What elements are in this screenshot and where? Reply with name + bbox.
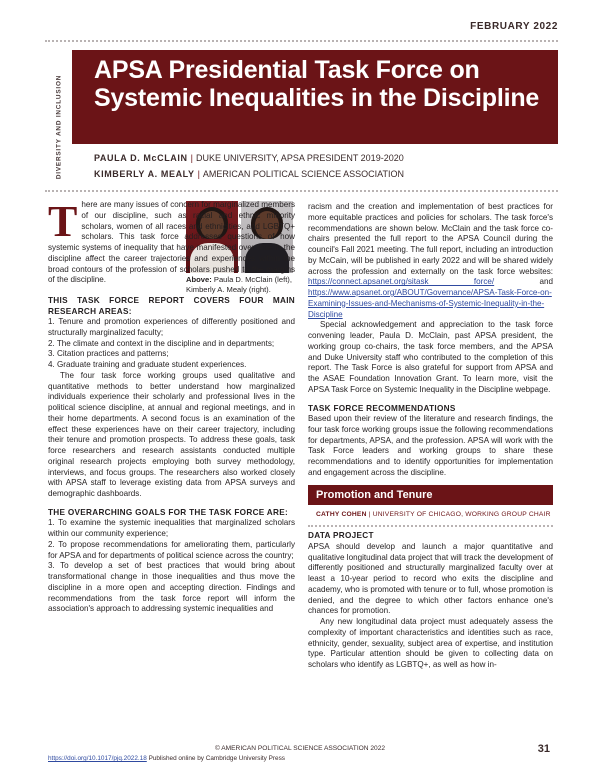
title-banner xyxy=(72,50,558,144)
recommendations-heading: TASK FORCE RECOMMENDATIONS xyxy=(308,403,456,413)
recommendations-paragraph: Based upon their review of the literature and research findings, the four task force working groups issue the following recommendations for departments, APSA, and the profession. APSA will work with the Task Force leaders and working groups to share these recommendations and to identify opportunities for implementation and engagement across the discipline. xyxy=(308,414,553,477)
doi-line xyxy=(48,755,285,762)
list-item: 1. To examine the systemic inequalities that marginalized scholars within our community experience; xyxy=(48,518,295,538)
methods-paragraph: The four task force working groups used qualitative and quantitative methods to better understand how marginalized individuals experience their scholarly and professional lives in the political science discipline, at annual and regional meetings, and in their home departments. A second focus is an examination of the effect these experiences have on their career trajectory, including their tenure and promotion prospects. To address these goals, task force researchers and research assistants conducted multiple original research projects employing both survey methodology, interviews, and focus groups. The researchers also worked closely with APSA staff to leverage existing data from APSA surveys and demographic dashboards. xyxy=(48,370,295,498)
section-byline: CATHY COHEN | UNIVERSITY OF CHICAGO, WORKING GROUP CHAIR xyxy=(316,511,551,519)
issue-date: FEBRUARY 2022 xyxy=(470,21,558,32)
apsa-governance-link[interactable]: https://www.apsanet.org/ABOUT/Governance/APSA-Task-Force-on-Examining-Issues-and-Mechanisms-of-Systemic-Inequality-in-the-Discipline xyxy=(308,288,552,319)
author-block xyxy=(94,150,564,182)
header-divider xyxy=(45,190,558,192)
list-item: 1. Tenure and promotion experiences of differently positioned and structurally marginalized faculty; xyxy=(48,317,295,337)
goals-heading: THE OVERARCHING GOALS FOR THE TASK FORCE ARE: xyxy=(48,507,289,517)
drop-cap: T xyxy=(48,197,78,246)
research-areas-heading: THIS TASK FORCE REPORT COVERS FOUR MAIN RESEARCH AREAS: xyxy=(48,296,295,316)
author-affiliation: DUKE UNIVERSITY, APSA PRESIDENT 2019-2020 xyxy=(195,153,404,163)
section-title: Promotion and Tenure xyxy=(316,488,433,501)
author-line: KIMBERLY A. MEALY | AMERICAN POLITICAL SCIENCE ASSOCIATION xyxy=(94,169,404,179)
section-label xyxy=(52,66,66,188)
author-line: PAULA D. McCLAIN | DUKE UNIVERSITY, APSA PRESIDENT 2019-2020 xyxy=(94,153,404,163)
caption-label: Above: xyxy=(186,275,212,284)
section-author: CATHY COHEN xyxy=(316,511,367,519)
top-divider xyxy=(45,40,558,42)
and-text: and xyxy=(539,277,553,287)
list-item: 3. To develop a set of best practices that would bring about transformational change in those inequalities and thus move the discipline in a more open and accepting direction. Findings and recommendations from the task force report will inform the association's approach to addressing systemic inequalities and xyxy=(48,561,295,614)
copyright: © AMERICAN POLITICAL SCIENCE ASSOCIATION 2022 xyxy=(214,745,386,752)
right-column xyxy=(308,194,553,671)
published-online: Published online by Cambridge University Press xyxy=(148,755,285,762)
list-item: 4. Graduate training and graduate student experiences. xyxy=(48,360,247,369)
author-affiliation: AMERICAN POLITICAL SCIENCE ASSOCIATION xyxy=(202,169,404,179)
author-name: KIMBERLY A. MEALY xyxy=(94,169,195,179)
task-force-link[interactable]: https://connect.apsanet.org/sitask force/ xyxy=(308,277,495,287)
longitudinal-paragraph: Any new longitudinal data project must adequately assess the complexity of important characteristics and identities such as race, ethnicity, gender, sexuality, subject area of expertise, and institution type. Particular attention should be given to collecting data on scholars who identify as LGBTQ+, as well as how in- xyxy=(308,617,553,669)
intro-paragraph: here are many issues of concern for marginalized members of our discipline, such as racial and ethnic minority scholars, women of all races and ethnicities, and LGBTQ+ scholars. This task force addresses questions of how systemic systems of inequality that have manifested over time in the discipline affect the career trajectories and experiences within the broad contours of the profession of scholars pushed to the margins of the discipline. xyxy=(48,200,295,285)
goals-list xyxy=(48,518,295,615)
acknowledgement-paragraph: Special acknowledgement and appreciation to the task force convening leader, Paula D. McClain, past APSA president, the working group co-chairs, the task force members, and the APSA and Duke University staff who contributed to the completion of this report. The Task Force is also grateful for support from APSA and the ASAE Foundation Innovation Grant. To learn more, visit the APSA Task Force on Systemic Inequality in the Discipline webpage. xyxy=(308,320,553,394)
research-areas-list xyxy=(48,317,295,371)
article-title: APSA Presidential Task Force on Systemic Inequalities in the Discipline xyxy=(94,56,540,112)
list-item: 3. Citation practices and patterns; xyxy=(48,349,169,359)
author-name: PAULA D. McCLAIN xyxy=(94,153,188,163)
section-divider xyxy=(308,525,553,527)
section-label-text: DIVERSITY AND INCLUSION xyxy=(55,74,63,180)
page-number: 31 xyxy=(537,743,550,755)
left-column xyxy=(48,194,295,615)
intro-continued: racism and the creation and implementation of best practices for more equitable practices and policies for scholars. The task force's recommendations are shown below. McClain and the task force co-chairs presented the full report to the APSA Council during the council's Fall 2021 meeting. The full report, including an introduction by McCain, will be published in early 2022 and will be shared widely across the profession and externally on the task force websites: xyxy=(308,202,553,276)
caption-text: Paula D. McClain (left), Kimberly A. Mealy (right). xyxy=(186,275,292,294)
list-item: 2. To propose recommendations for ameliorating them, particularly for APSA and for departments of political science across the country; xyxy=(48,539,295,560)
data-project-paragraph: APSA should develop and launch a major quantitative and qualitative longitudinal data project that will track the development of differently positioned and structurally marginalized faculty over at least a 10-year period to record who exits the discipline and academy, who is promoted with tenure or to full, whose promotion is denied, and the degree to which other factors enhance one's chances for promotion. xyxy=(308,541,553,616)
list-item: 2. The climate and context in the discipline and in departments; xyxy=(48,338,275,348)
section-title-box xyxy=(308,485,553,506)
data-project-heading: DATA PROJECT xyxy=(308,531,374,541)
section-affiliation: UNIVERSITY OF CHICAGO, WORKING GROUP CHAIR xyxy=(372,511,551,519)
doi-link[interactable]: https://doi.org/10.1017/pjq.2022.18 xyxy=(48,755,147,762)
